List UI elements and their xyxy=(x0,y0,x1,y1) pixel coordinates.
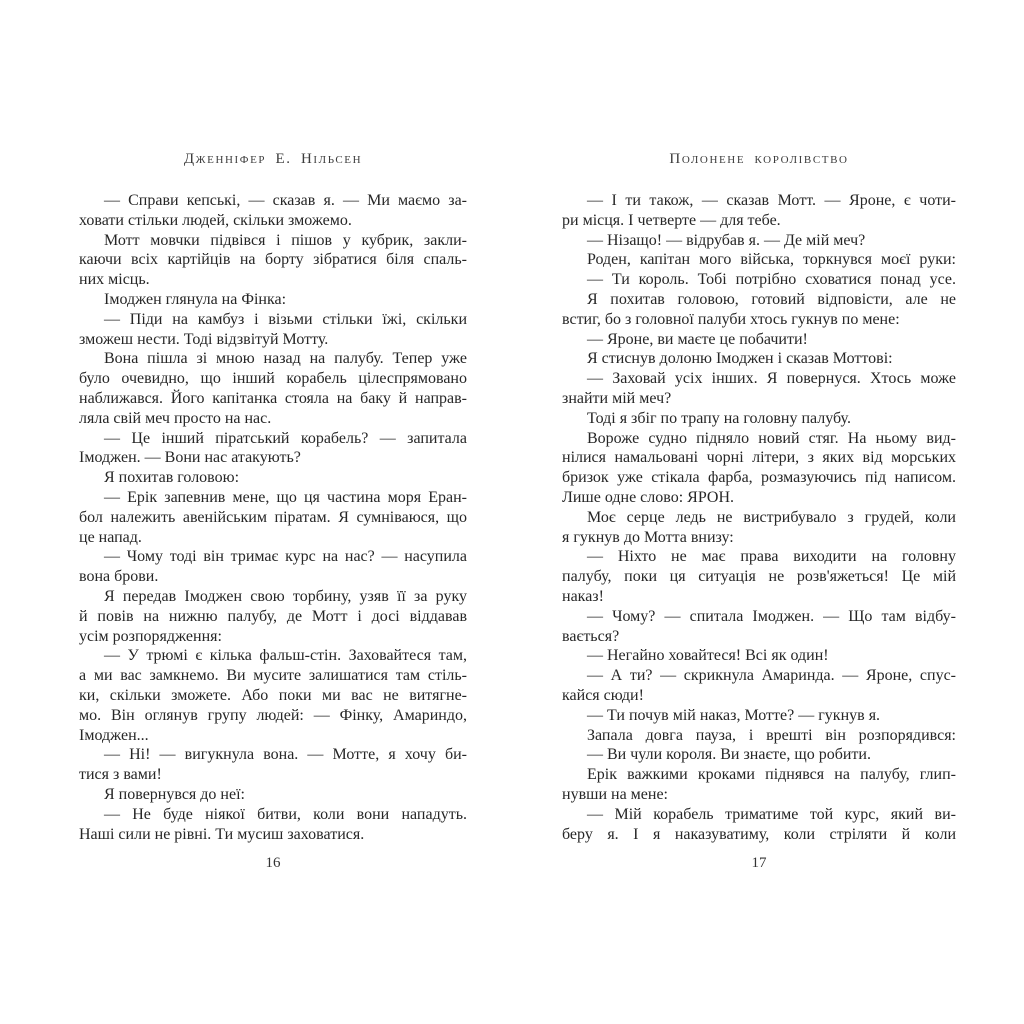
paragraph xyxy=(79,429,467,469)
text-line: кайся сюди! xyxy=(562,686,644,704)
text-line: — Заховай усіх інших. Я повернуся. Хтось може xyxy=(587,370,956,388)
text-line: усім розпорядження: xyxy=(79,627,222,645)
paragraph xyxy=(562,330,956,350)
text-line: вається? xyxy=(562,627,620,645)
paragraph xyxy=(562,231,956,251)
paragraph xyxy=(79,310,467,350)
text-line: тися з вами! xyxy=(79,766,162,784)
book-page-right xyxy=(562,0,956,1024)
page-number: 17 xyxy=(751,855,767,871)
text-line: Я похитав головою, готовий відповісти, але не xyxy=(587,290,956,308)
text-line: бол належить авенійським піратам. Я сумніваюся, що xyxy=(79,508,467,526)
text-line: Я стиснув долоню Імоджен і сказав Моттові: xyxy=(587,350,893,368)
text-line: нувши на мене: xyxy=(562,785,668,803)
paragraph xyxy=(562,508,956,548)
text-line: Імоджен... xyxy=(79,726,149,744)
paragraph xyxy=(79,805,467,845)
text-line: — Справи кепські, — сказав я. — Ми маємо за- xyxy=(104,192,467,209)
paragraph xyxy=(79,587,467,646)
text-line: Вона пішла зі мною назад на палубу. Тепер уже xyxy=(104,350,467,368)
text-line: знайти мій меч? xyxy=(562,389,672,407)
text-line: — Негайно ховайтеся! Всі як один! xyxy=(587,647,829,665)
text-line: Я повернувся до неї: xyxy=(104,785,245,803)
text-line: — Мій корабель триматиме той курс, який ви- xyxy=(587,805,956,823)
text-line: а ми вас замкнемо. Ви мусите залишатися там стіль- xyxy=(79,667,467,685)
paragraph xyxy=(562,250,956,270)
text-line: — Ти король. Тобі потрібно сховатися понад усе. xyxy=(587,271,956,289)
text-line: це напад. xyxy=(79,528,142,546)
page-text xyxy=(562,191,956,844)
text-line: Імоджен глянула на Фінка: xyxy=(104,290,287,308)
text-line: встиг, бо з головної палуби хтось гукнув по мене: xyxy=(562,310,900,328)
paragraph xyxy=(562,547,956,606)
text-line: наближався. Його капітанка стояла на баку й направ- xyxy=(79,389,467,407)
text-line: — Ти почув мій наказ, Мотте? — гукнув я. xyxy=(587,706,881,724)
paragraph xyxy=(79,191,467,231)
paragraph xyxy=(79,646,467,745)
text-line: Запала довга пауза, і врешті він розпорядився: xyxy=(587,726,956,744)
text-line: Мотт мовчки підвівся і пішов у кубрик, закли- xyxy=(104,231,467,249)
paragraph xyxy=(562,706,956,726)
text-line: — Ви чули короля. Ви знаєте, що робити. xyxy=(587,746,871,764)
text-line: них місць. xyxy=(79,271,150,289)
paragraph xyxy=(79,547,467,587)
text-line: Тоді я збіг по трапу на головну палубу. xyxy=(587,409,851,427)
paragraph xyxy=(562,191,956,231)
text-line: й повів на нижню палубу, де Мотт і досі віддавав xyxy=(79,607,467,625)
text-line: палубу, поки ця ситуація не розв'яжеться! Це мій xyxy=(562,568,956,586)
text-line: Наші сили не рівні. Ти мусиш заховатися. xyxy=(79,825,365,843)
paragraph xyxy=(562,270,956,290)
text-line: я гукнув до Мотта внизу: xyxy=(562,528,734,546)
text-line: ки, скільки зможете. Або поки ми вас не витягне- xyxy=(79,686,467,704)
paragraph xyxy=(79,745,467,785)
text-line: було очевидно, що інший корабель цілеспрямовано xyxy=(79,370,467,388)
paragraph xyxy=(562,290,956,330)
text-line: Роден, капітан мого війська, торкнувся моєї руки: xyxy=(587,251,956,269)
page-text xyxy=(79,191,467,844)
book-page-left xyxy=(79,0,467,1024)
paragraph xyxy=(562,349,956,369)
paragraph xyxy=(562,429,956,508)
text-line: ри місця. І четверте — для тебе. xyxy=(562,211,781,229)
text-line: Лише одне слово: ЯРОН. xyxy=(562,488,735,506)
text-line: вона брови. xyxy=(79,568,159,586)
paragraph xyxy=(562,745,956,765)
text-line: ляла свій меч просто на нас. xyxy=(79,409,272,427)
text-line: Ерік важкими кроками піднявся на палубу, глип- xyxy=(587,766,956,784)
paragraph xyxy=(79,231,467,290)
text-line: — Ніхто не має права виходити на головну xyxy=(587,548,956,566)
paragraph xyxy=(562,369,956,409)
text-line: Моє серце ледь не вистрибувало з грудей, коли xyxy=(587,508,956,526)
page-number: 16 xyxy=(265,855,281,871)
text-line: Я передав Імоджен свою торбину, узяв її за руку xyxy=(104,587,467,605)
paragraph xyxy=(562,666,956,706)
text-line: — І ти також, — сказав Мотт. — Яроне, є чоти- xyxy=(587,192,956,209)
text-line: — Не буде ніякої битви, коли вони нападуть. xyxy=(104,805,467,823)
text-line: каючи всіх картійців на борту зібратися біля спаль- xyxy=(79,251,467,269)
paragraph xyxy=(562,607,956,647)
paragraph xyxy=(562,765,956,805)
paragraph xyxy=(79,785,467,805)
paragraph xyxy=(562,409,956,429)
paragraph xyxy=(562,805,956,845)
text-line: мо. Він оглянув групу людей: — Фінку, Амариндо, xyxy=(79,706,467,724)
text-line: — А ти? — скрикнула Амаринда. — Яроне, спус- xyxy=(587,667,956,685)
text-line: — Ні! — вигукнула вона. — Мотте, я хочу би- xyxy=(104,746,467,764)
paragraph xyxy=(79,468,467,488)
text-line: — Піди на камбуз і візьми стільки їжі, скільки xyxy=(104,310,467,328)
text-line: — Яроне, ви маєте це побачити! xyxy=(587,330,808,348)
text-line: — Ерік запевнив мене, що ця частина моря Еран- xyxy=(104,488,467,506)
text-line: беру я. І я наказуватиму, коли стріляти й коли xyxy=(562,825,956,843)
text-line: Імоджен. — Вони нас атакують? xyxy=(79,449,301,467)
text-line: зможеш нести. Тоді відзвітуй Мотту. xyxy=(79,330,329,348)
text-line: — Чому тоді він тримає курс на нас? — насупила xyxy=(104,548,467,566)
text-line: — Це інший піратський корабель? — запитала xyxy=(104,429,467,447)
paragraph xyxy=(562,726,956,746)
running-head-title: Полонене королівство xyxy=(669,151,849,167)
text-line: — Чому? — спитала Імоджен. — Що там відбу- xyxy=(587,607,956,625)
text-line: Я похитав головою: xyxy=(104,469,240,487)
running-head-author: Дженніфер Е. Нільсен xyxy=(183,151,363,167)
paragraph xyxy=(79,349,467,428)
text-line: нілися намальовані чорні літери, з яких від морських xyxy=(562,449,956,467)
text-line: — Нізащо! — відрубав я. — Де мій меч? xyxy=(587,231,866,249)
text-line: Вороже судно підняло новий стяг. На ньому вид- xyxy=(587,429,956,447)
text-line: бризок уже стікала фарба, розмазуючись під написом. xyxy=(562,469,956,487)
text-line: — У трюмі є кілька фальш-стін. Заховайтеся там, xyxy=(104,647,467,665)
text-line: наказ! xyxy=(562,587,604,605)
text-line: ховати стільки людей, скільки зможемо. xyxy=(79,211,352,229)
paragraph xyxy=(79,290,467,310)
paragraph xyxy=(79,488,467,547)
paragraph xyxy=(562,646,956,666)
